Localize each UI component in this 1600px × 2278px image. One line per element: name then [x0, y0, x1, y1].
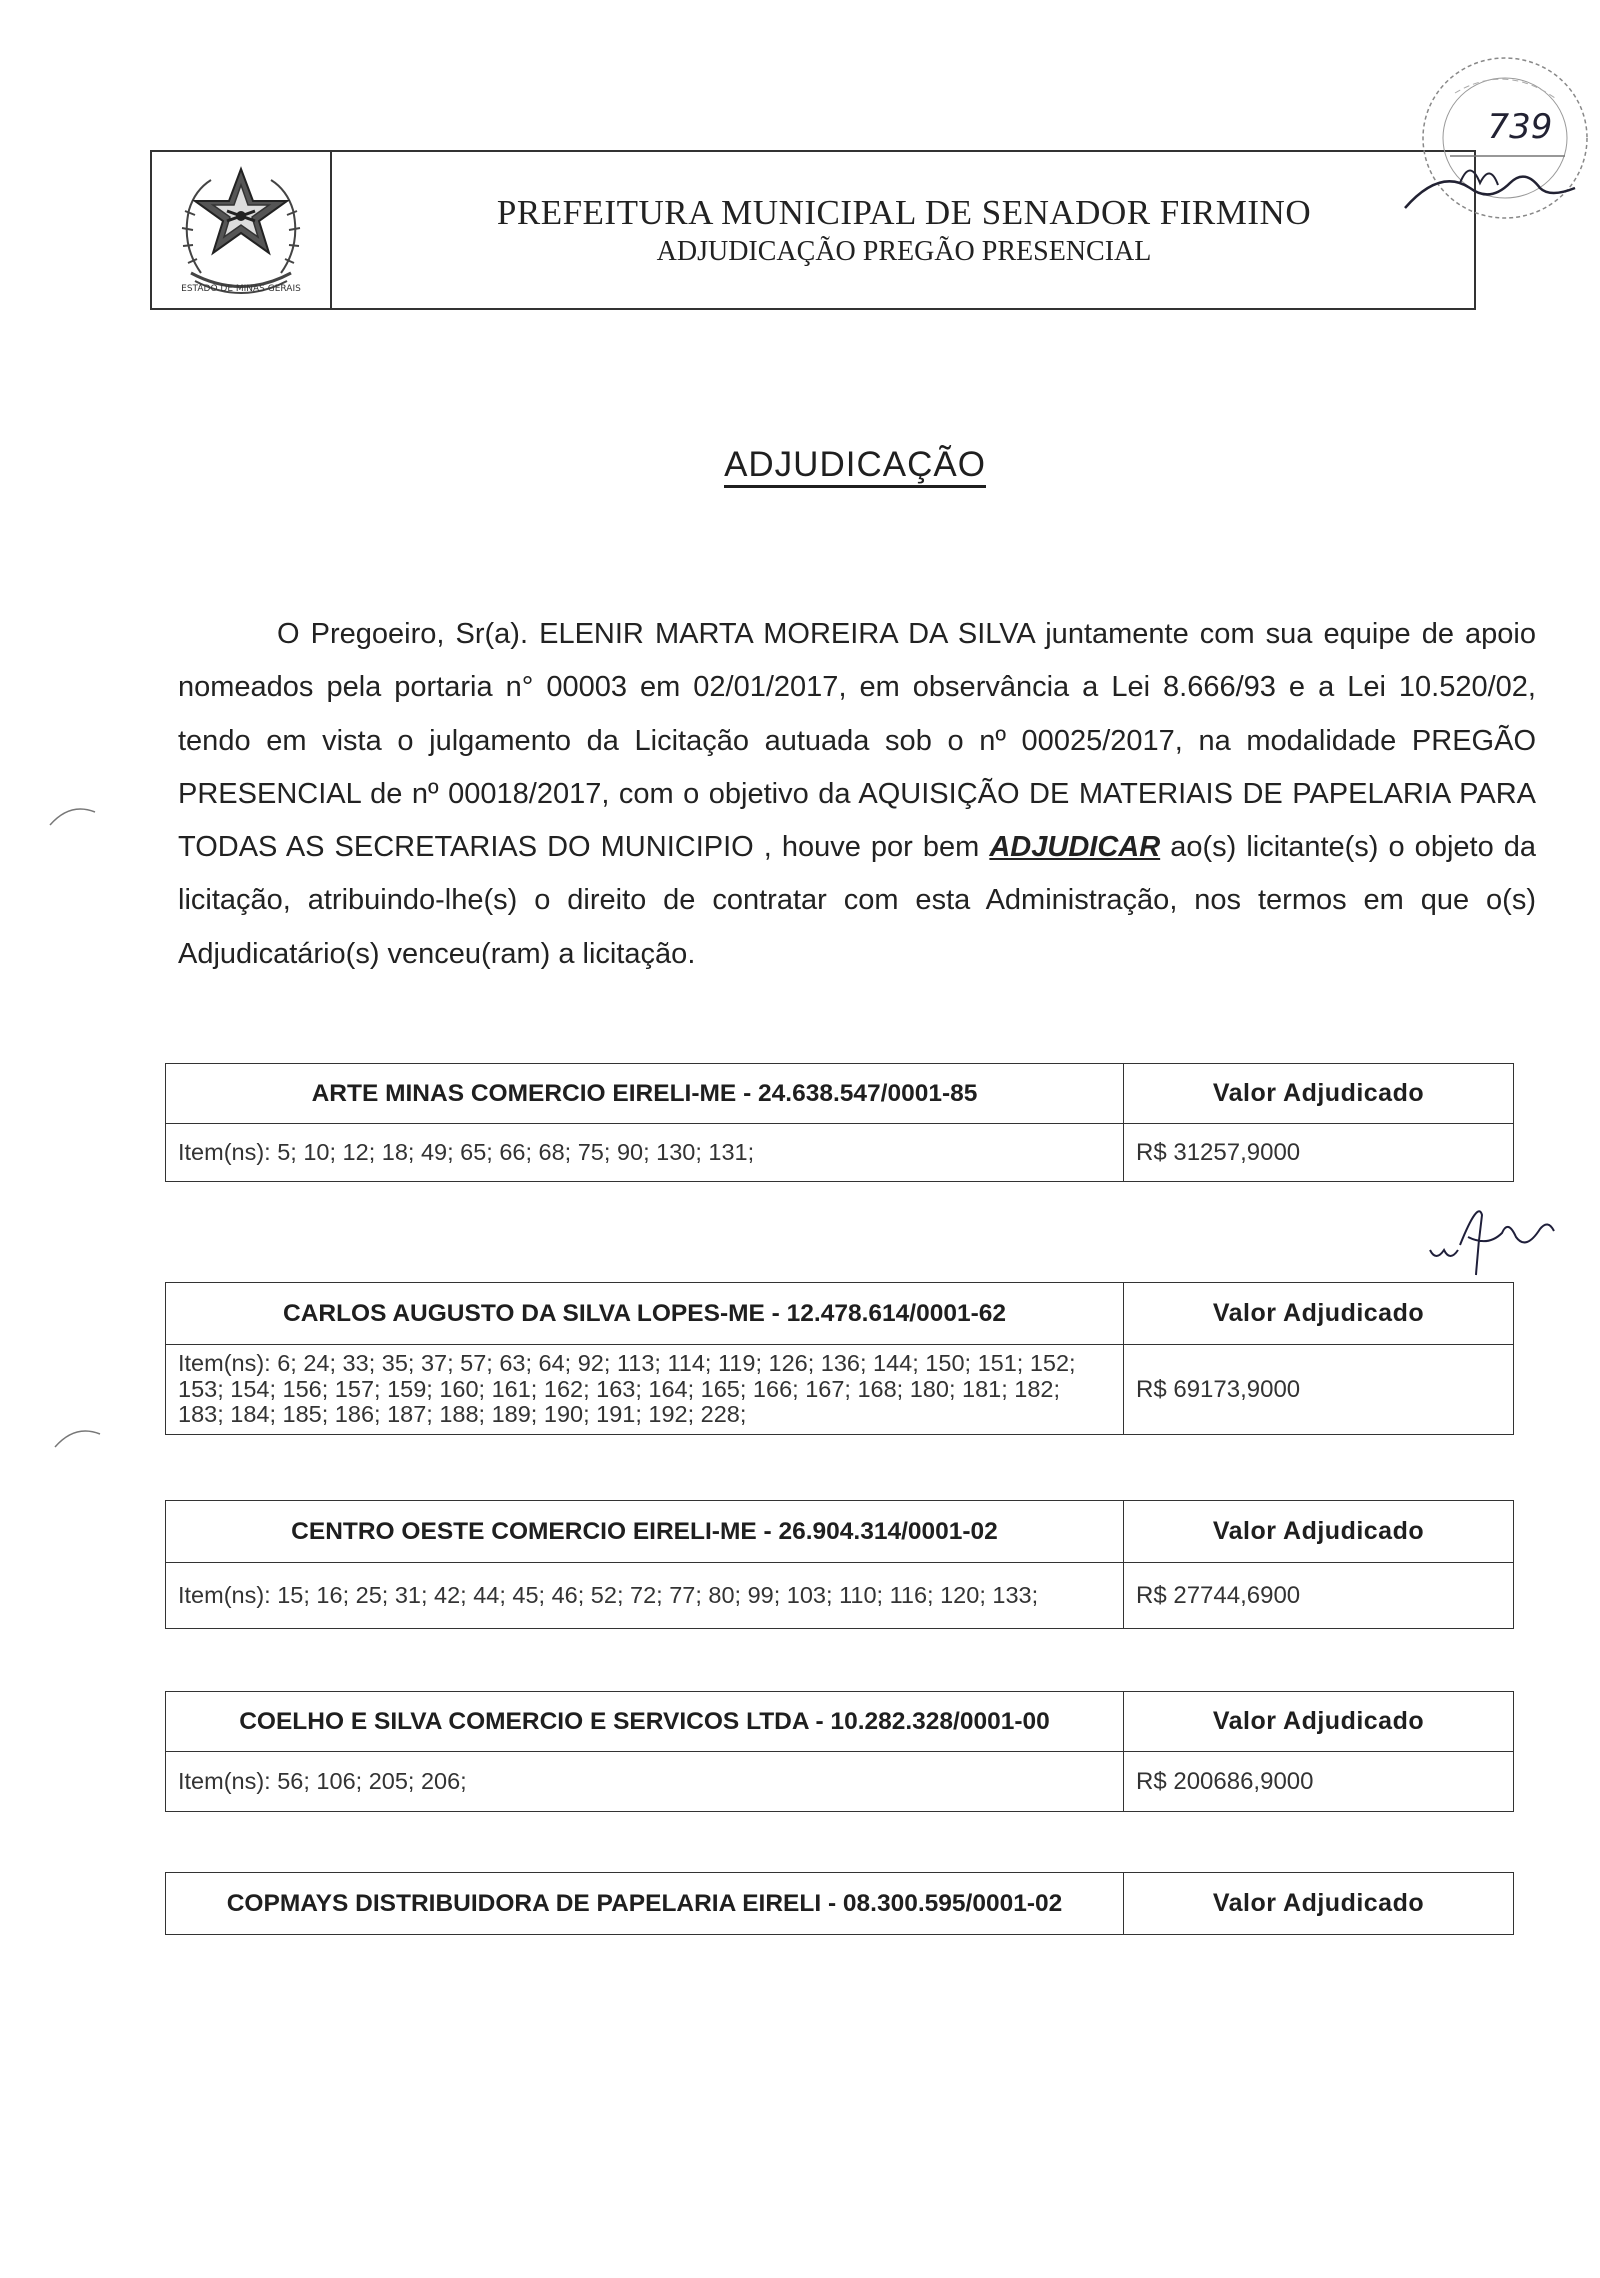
- document-header: [150, 150, 1476, 310]
- items-list: Item(ns): 5; 10; 12; 18; 49; 65; 66; 68; 75; 90; 130; 131;: [166, 1124, 1124, 1182]
- adjudication-paragraph: [178, 608, 1536, 981]
- company-name: ARTE MINAS COMERCIO EIRELI-ME - 24.638.547/0001-85: [166, 1064, 1124, 1124]
- header-text: [334, 152, 1474, 308]
- document-title: ADJUDICAÇÃO: [0, 445, 1600, 485]
- header-subtitle: ADJUDICAÇÃO PREGÃO PRESENCIAL: [656, 235, 1152, 267]
- value-header: Valor Adjudicado: [1124, 1283, 1514, 1345]
- items-list: Item(ns): 15; 16; 25; 31; 42; 44; 45; 46; 52; 72; 77; 80; 99; 103; 110; 116; 120; 133;: [166, 1563, 1124, 1629]
- value-header: Valor Adjudicado: [1124, 1873, 1514, 1935]
- scan-mark-icon: [45, 800, 105, 830]
- company-name: CENTRO OESTE COMERCIO EIRELI-ME - 26.904.314/0001-02: [166, 1501, 1124, 1563]
- award-table-centro-oeste: [165, 1500, 1514, 1629]
- commission-stamp-icon: [1400, 38, 1600, 228]
- awarded-value: R$ 200686,9000: [1124, 1752, 1514, 1812]
- paragraph-text-part1: O Pregoeiro, Sr(a). ELENIR MARTA MOREIRA DA SILVA juntamente com sua equipe de apoio nomeados pela portaria n° 00003 em 02/01/2017, em observância a Lei 8.666/93 e a Lei 10.520/02, tendo em vista o julgamento da Licitação autuada sob o nº 00025/2017, na modalidade PREGÃO PRESENCIAL de nº 00018/2017, com o objetivo da AQUISIÇÃO DE MATERIAIS DE PAPELARIA PARA TODAS AS SECRETARIAS DO MUNICIPIO , houve por bem: [178, 618, 1536, 864]
- awarded-value: R$ 69173,9000: [1124, 1345, 1514, 1435]
- adjudicar-highlight: ADJUDICAR: [989, 831, 1161, 864]
- awarded-value: R$ 27744,6900: [1124, 1563, 1514, 1629]
- minas-gerais-coat-of-arms-icon: [161, 155, 321, 305]
- paragraph-text-part2: ao(s) licitante(s) o objeto da licitação, atribuindo-lhe(s) o direito de contratar com esta Administração, nos termos em que o(s) Adjudicatário(s) venceu(ram) a licitação.: [178, 831, 1537, 970]
- handwritten-initials-icon: [1420, 1195, 1570, 1285]
- company-name: COPMAYS DISTRIBUIDORA DE PAPELARIA EIRELI - 08.300.595/0001-02: [166, 1873, 1124, 1935]
- scan-mark-icon: [50, 1422, 110, 1452]
- items-list: Item(ns): 56; 106; 205; 206;: [166, 1752, 1124, 1812]
- award-table-arte-minas: [165, 1063, 1514, 1182]
- award-table-carlos-augusto: [165, 1282, 1514, 1435]
- value-header: Valor Adjudicado: [1124, 1692, 1514, 1752]
- items-list: Item(ns): 6; 24; 33; 35; 37; 57; 63; 64; 92; 113; 114; 119; 126; 136; 144; 150; 151; 152; 153; 154; 156; 157; 159; 160; 161; 162; 163; 164; 165; 166; 167; 168; 180; 181; 182; 183; 184; 185; 186; 187; 188; 189; 190; 191; 192; 228;: [166, 1345, 1124, 1435]
- svg-text:ESTADO DE MINAS GERAIS: ESTADO DE MINAS GERAIS: [181, 284, 301, 294]
- award-table-coelho-silva: [165, 1691, 1514, 1812]
- company-name: CARLOS AUGUSTO DA SILVA LOPES-ME - 12.478.614/0001-62: [166, 1283, 1124, 1345]
- value-header: Valor Adjudicado: [1124, 1501, 1514, 1563]
- company-name: COELHO E SILVA COMERCIO E SERVICOS LTDA - 10.282.328/0001-00: [166, 1692, 1124, 1752]
- award-table-copmays: [165, 1872, 1514, 1935]
- value-header: Valor Adjudicado: [1124, 1064, 1514, 1124]
- seal-cell: [152, 152, 332, 308]
- awarded-value: R$ 31257,9000: [1124, 1124, 1514, 1182]
- header-title: PREFEITURA MUNICIPAL DE SENADOR FIRMINO: [496, 192, 1312, 232]
- stamp-page-number: 739: [1487, 107, 1553, 147]
